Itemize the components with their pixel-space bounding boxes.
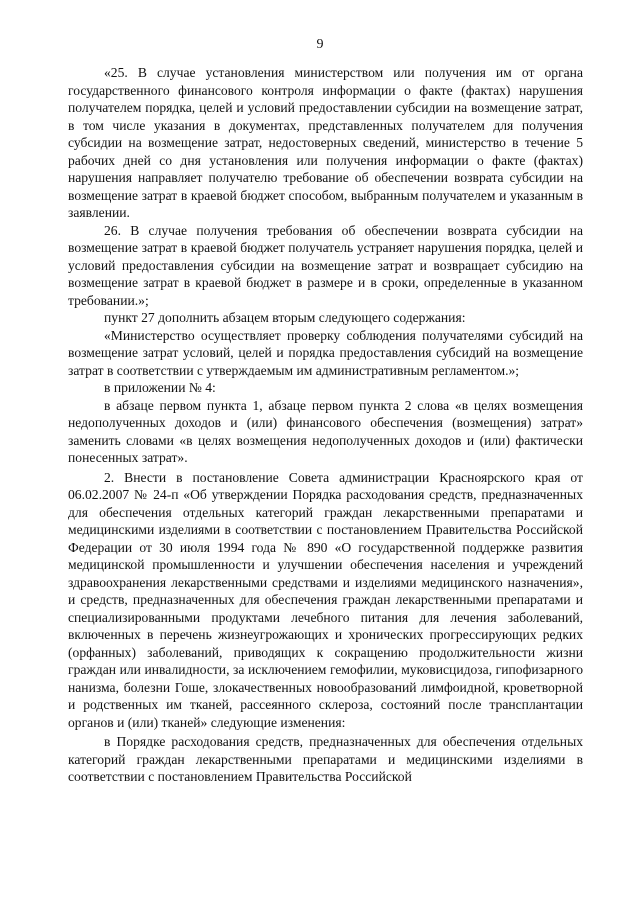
paragraph-item-26: 26. В случае получения требования об обеспечении возврата субсидии на возмещение затрат в краевой бюджет получатель устраняет нарушения порядка, целей и условий предоставления субсидии на возмещение затрат и возвращает субсидию на возмещение затрат в краевой бюджет в размере и в сроки, определенные в указанном требовании.»;	[68, 222, 583, 308]
paragraph-appendix-4: в приложении № 4:	[104, 380, 216, 395]
paragraph-appendix-4-change: в абзаце первом пункта 1, абзаце первом пункта 2 слова «в целях возмещения недополученных доходов и (или) финансового обеспечения (возмещения) затрат» заменить словами «в целях возмещения недополученных доходов и (или) фактически понесенных затрат».	[68, 397, 583, 465]
paragraph-ministry-check: «Министерство осуществляет проверку соблюдения получателями субсидий на возмещение затрат условий, целей и порядка предоставления субсидий на возмещение затрат в соответствии с утверждаемым им административным регламентом.»;	[68, 327, 583, 378]
paragraph-amend-27: пункт 27 дополнить абзацем вторым следующего содержания:	[104, 310, 466, 325]
document-body	[68, 64, 583, 786]
page-number: 9	[316, 37, 324, 52]
paragraph-item-25: «25. В случае установления министерством или получения им от органа государственного финансового контроля информации о факте (фактах) нарушения получателем порядка, целей и условий предоставлении субсидии на возмещение затрат, в том числе указания в документах, представленных получателем для получения субсидии на возмещение затрат, недостоверных сведений, министерство в течение 5 рабочих дней со дня установления или получения информации о факте (фактах) нарушения направляет получателю требование об обеспечении возврата субсидии на возмещение затрат в краевой бюджет способом, выбранным получателем и указанным в заявлении.	[68, 65, 583, 220]
paragraph-section-2: 2. Внести в постановление Совета администрации Красноярского края от 06.02.2007 № 24-п «Об утверждении Порядка расходования средств, предназначенных для обеспечения отдельных категорий граждан лекарственными препаратами и медицинскими изделиями в соответствии с постановлением Правительства Российской Федерации от 30 июля 1994 года № 890 «О государственной поддержке развития медицинской промышленности и улучшении обеспечения населения и учреждений здравоохранения лекарственными средствами и изделиями медицинского назначения», и средств, предназначенных для обеспечения граждан лекарственными препаратами и специализированными продуктами лечебного питания для лечения заболеваний, включенных в перечень жизнеугрожающих и хронических прогрессирующих редких (орфанных) заболеваний, приводящих к сокращению продолжительности жизни граждан или инвалидности, за исключением гемофилии, муковисцидоза, гипофизарного нанизма, болезни Гоше, злокачественных новообразований лимфоидной, кроветворной и родственных им тканей, рассеянного склероза, состояний после трансплантации органов и (или) тканей» следующие изменения:	[68, 469, 583, 730]
paragraph-procedure: в Порядке расходования средств, предназначенных для обеспечения отдельных категорий граждан лекарственными препаратами и медицинскими изделиями в соответствии с постановлением Правительства Российской	[68, 734, 583, 784]
